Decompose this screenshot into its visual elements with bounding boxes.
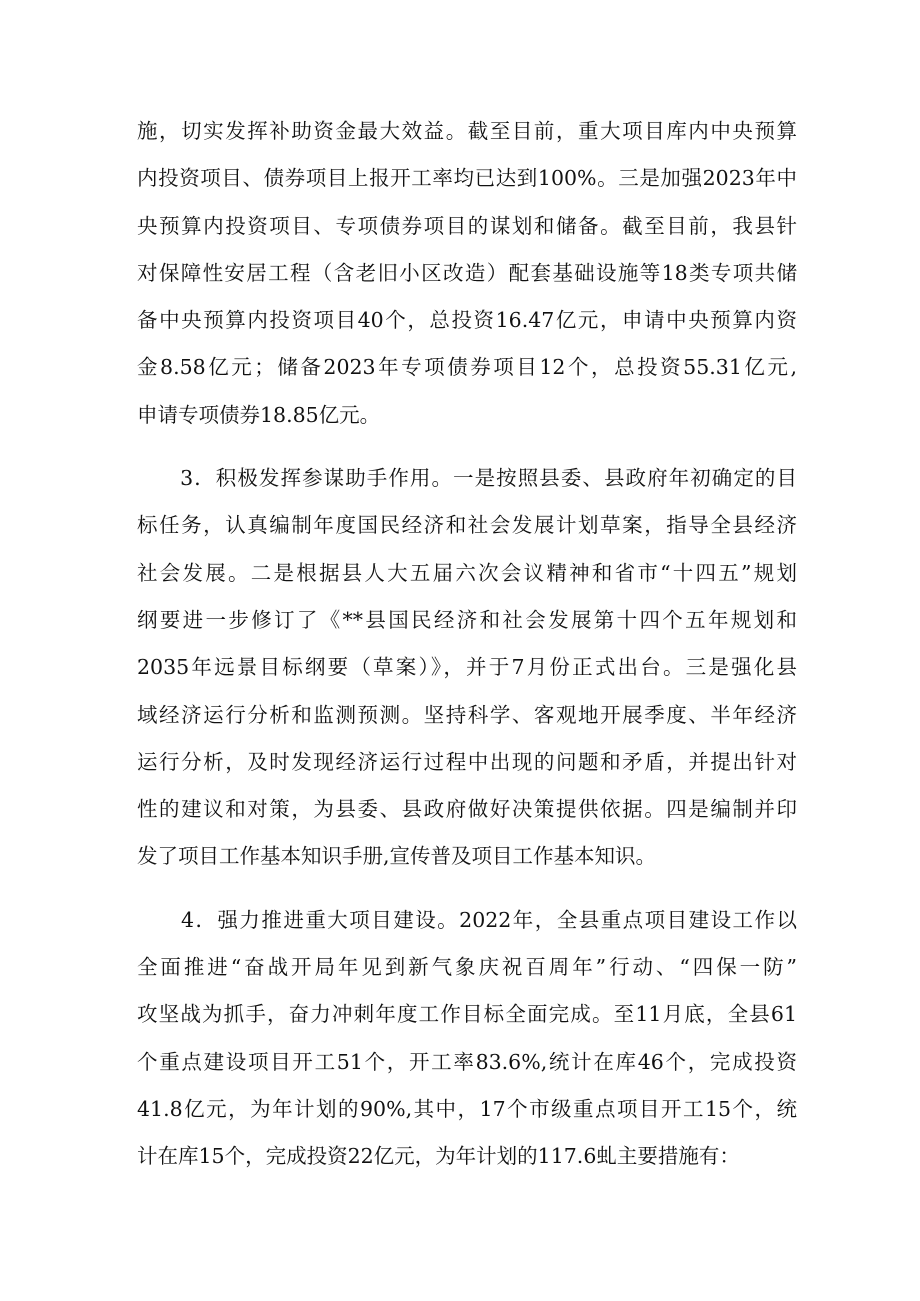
text-line: 域经济运行分析和监测预测。坚持科学、客观地开展季度、半年经济 [137, 702, 797, 727]
text-line: 全面推进“奋战开局年见到新气象庆祝百周年”行动、“四保一防” [137, 955, 797, 980]
text-line: 2035年远景目标纲要（草案）》，并于7月份正式出台。三是强化县 [137, 655, 797, 680]
text-line: 4．强力推进重大项目建设。2022年，全县重点项目建设工作以 [137, 907, 797, 932]
text-line: 标任务，认真编制年度国民经济和社会发展计划草案，指导全县经济 [137, 513, 797, 538]
text-line: 发了项目工作基本知识手册,宣传普及项目工作基本知识。 [137, 844, 657, 869]
text-line: 3．积极发挥参谋助手作用。一是按照县委、县政府年初确定的目 [137, 466, 797, 491]
text-line: 运行分析，及时发现经济运行过程中出现的问题和矛盾，并提出针对 [137, 749, 797, 774]
text-line: 性的建议和对策，为县委、县政府做好决策提供依据。四是编制并印 [137, 797, 797, 822]
paragraph-gap [137, 881, 797, 897]
text-line: 41.8亿元，为年计划的90%,其中，17个市级重点项目开工15个，统 [137, 1096, 797, 1121]
text-line: 申请专项债券18.85亿元。 [137, 402, 381, 427]
text-line: 对保障性安居工程（含老旧小区改造）配套基础设施等18类专项共储 [137, 260, 797, 285]
paragraph-gap [137, 439, 797, 455]
text-line: 央预算内投资项目、专项债券项目的谋划和储备。截至目前，我县针 [137, 213, 797, 238]
paragraph-1 [137, 108, 797, 439]
text-line: 内投资项目、债券项目上报开工率均已达到100%。三是加强2023年中 [137, 166, 797, 191]
text-line: 攻坚战为抓手，奋力冲刺年度工作目标全面完成。至11月底，全县61 [137, 1002, 797, 1027]
text-line: 计在库15个，完成投资22亿元，为年计划的117.6虬主要措施有： [137, 1144, 740, 1169]
body-text [137, 108, 797, 1181]
text-line: 纲要进一步修订了《**县国民经济和社会发展第十四个五年规划和 [137, 607, 797, 632]
text-line: 金8.58亿元；储备2023年专项债券项目12个，总投资55.31亿元, [137, 355, 797, 380]
text-line: 备中央预算内投资项目40个，总投资16.47亿元，申请中央预算内资 [137, 308, 797, 333]
text-line: 施，切实发挥补助资金最大效益。截至目前，重大项目库内中央预算 [137, 119, 797, 143]
paragraph-2 [137, 455, 797, 881]
text-line: 个重点建设项目开工51个，开工率83.6%,统计在库46个，完成投资 [137, 1049, 797, 1074]
paragraph-3 [137, 897, 797, 1181]
text-line: 社会发展。二是根据县人大五届六次会议精神和省市“十四五”规划 [137, 560, 797, 585]
